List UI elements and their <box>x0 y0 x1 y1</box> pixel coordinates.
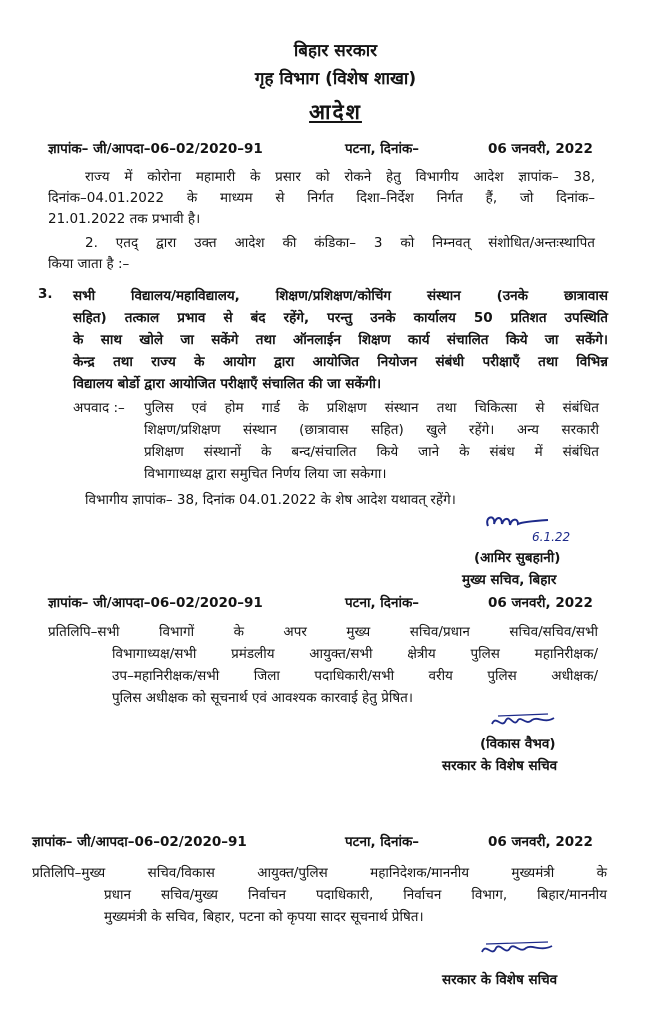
memo-number: ज्ञापांक– जी/आपदा–06–02/2020–91 <box>32 834 247 850</box>
signatory-name: (विकास वैभव) <box>480 736 556 752</box>
memo-date: 06 जनवरी, 2022 <box>488 834 593 850</box>
text-line: विभागाध्यक्ष द्वारा समुचित निर्णय लिया जा सकेगा। <box>144 466 387 482</box>
text-line: प्रतिलिपि–मुख्य सचिव/विकास आयुक्त/पुलिस महानिदेशक/माननीय मुख्यमंत्री के <box>32 865 607 881</box>
signatory-name: (आमिर सुबहानी) <box>474 550 561 566</box>
handwritten-signature-3 <box>478 936 558 962</box>
text-line: 2. एतद् द्वारा उक्त आदेश की कंडिका– 3 को निम्नवत् संशोधित/अन्तःस्थापित <box>85 235 595 251</box>
text-line: विद्यालय बोर्डो द्वारा आयोजित परीक्षाएँ संचालित की जा सकेंगी। <box>73 376 382 392</box>
memo-place: पटना, दिनांक– <box>345 834 420 850</box>
text-line: मुख्यमंत्री के सचिव, बिहार, पटना को कृपया सादर सूचनार्थ प्रेषित। <box>104 909 424 925</box>
text-line: प्रतिलिपि–सभी विभागों के अपर मुख्य सचिव/प्रधान सचिव/सचिव/सभी <box>48 624 598 640</box>
text-line: प्रशिक्षण संस्थानों के बन्द/संचालित किये जाने के संबंध में संबंधित <box>144 444 599 460</box>
memo-date: 06 जनवरी, 2022 <box>488 141 593 157</box>
department-name: गृह विभाग (विशेष शाखा) <box>254 69 417 89</box>
text-line: सहित) तत्काल प्रभाव से बंद रहेंगे, परन्तु उनके कार्यालय 50 प्रतिशत उपस्थिति <box>73 310 608 326</box>
handwritten-signature-2 <box>488 710 558 734</box>
text-line: के साथ खोले जा सकेंगे तथा ऑनलाईन शिक्षण कार्य संचालित किये जा सकेंगे। <box>73 332 608 348</box>
exception-label: अपवाद :– <box>73 400 125 416</box>
text-line: शिक्षण/प्रशिक्षण संस्थान (छात्रावास सहित) खुले रहेंगे। अन्य सरकारी <box>144 422 599 438</box>
text-line: दिनांक–04.01.2022 के माध्यम से निर्गत दिशा–निर्देश निर्गत हैं, जो दिनांक– <box>48 190 595 206</box>
text-line: सभी विद्यालय/महाविद्यालय, शिक्षण/प्रशिक्षण/कोचिंग संस्थान (उनके छात्रावास <box>73 288 608 304</box>
clause-number: 3. <box>38 286 53 302</box>
remainder-note: विभागीय ज्ञापांक– 38, दिनांक 04.01.2022 के शेष आदेश यथावत् रहेंगे। <box>85 492 456 508</box>
memo-number: ज्ञापांक– जी/आपदा–06–02/2020–91 <box>48 141 263 157</box>
text-line: प्रधान सचिव/मुख्य निर्वाचन पदाधिकारी, निर्वाचन विभाग, बिहार/माननीय <box>104 887 607 903</box>
signatory-designation: सरकार के विशेष सचिव <box>442 758 558 774</box>
text-line: किया जाता है :– <box>48 256 130 272</box>
document-title: आदेश <box>309 100 362 124</box>
memo-date: 06 जनवरी, 2022 <box>488 595 593 611</box>
text-line: 21.01.2022 तक प्रभावी है। <box>48 211 201 227</box>
text-line: विभागाध्यक्ष/सभी प्रमंडलीय आयुक्त/सभी क्षेत्रीय पुलिस महानिरीक्षक/ <box>112 646 598 662</box>
signature-date: 6.1.22 <box>532 530 571 544</box>
text-line: पुलिस अधीक्षक को सूचनार्थ एवं आवश्यक कारवाई हेतु प्रेषित। <box>112 690 413 706</box>
memo-place: पटना, दिनांक– <box>345 595 420 611</box>
memo-place: पटना, दिनांक– <box>345 141 420 157</box>
government-name: बिहार सरकार <box>293 41 378 61</box>
signatory-designation: सरकार के विशेष सचिव <box>442 972 558 988</box>
text-line: उप–महानिरीक्षक/सभी जिला पदाधिकारी/सभी वरीय पुलिस अधीक्षक/ <box>112 668 598 684</box>
memo-number: ज्ञापांक– जी/आपदा–06–02/2020–91 <box>48 595 263 611</box>
signatory-designation: मुख्य सचिव, बिहार <box>462 572 557 588</box>
text-line: राज्य में कोरोना महामारी के प्रसार को रोकने हेतु विभागीय आदेश ज्ञापांक– 38, <box>85 169 595 185</box>
text-line: पुलिस एवं होम गार्ड के प्रशिक्षण संस्थान तथा चिकित्सा से संबंधित <box>144 400 599 416</box>
text-line: केन्द्र तथा राज्य के आयोग द्वारा आयोजित नियोजन संबंधी परीक्षाएँ तथा विभिन्न <box>73 354 608 370</box>
